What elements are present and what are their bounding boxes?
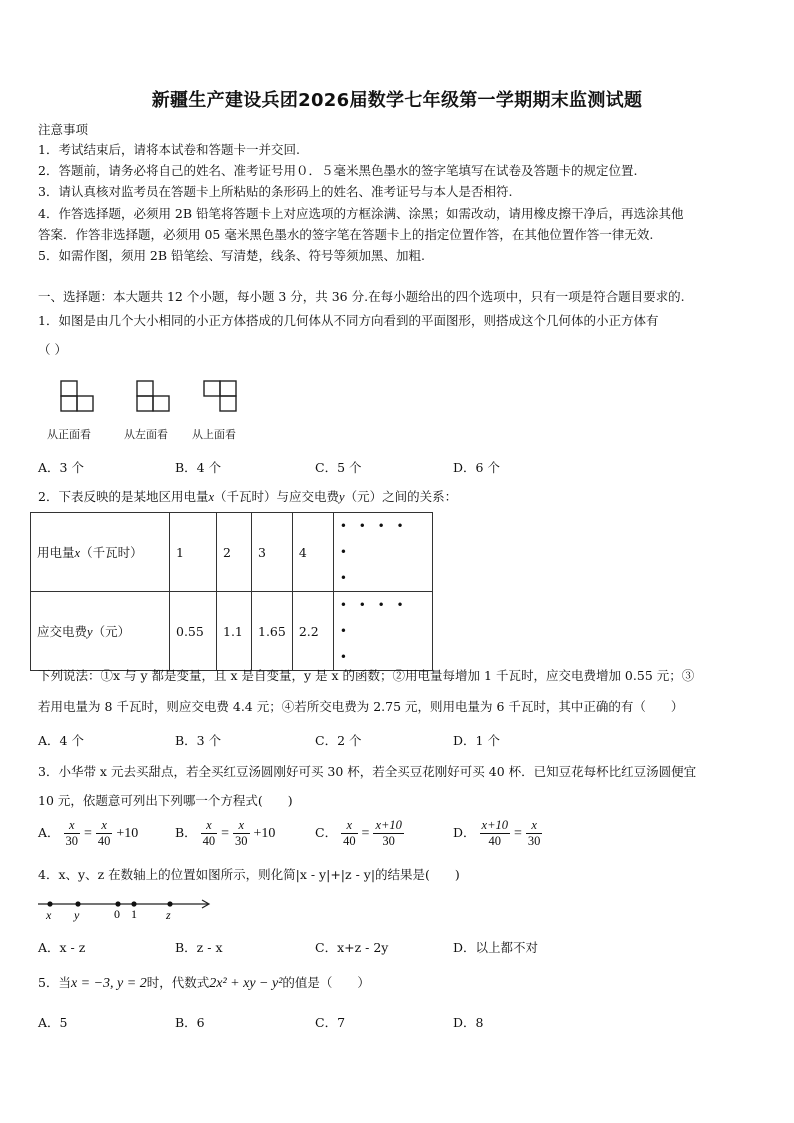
number-line-figure (36, 896, 216, 922)
denominator: 40 (202, 834, 216, 848)
table-cell: 1.65 (252, 592, 293, 671)
tail-term: +10 (116, 826, 139, 841)
axis-label-one: 1 (131, 907, 137, 921)
q5-mid: 时，代数式 (146, 975, 210, 990)
q2-stem-x: x (208, 490, 215, 504)
table-cell: 2 (217, 513, 252, 592)
q1-option-b[interactable]: B．4 个 (175, 460, 222, 475)
table-cell: 1 (170, 513, 217, 592)
q3-stem-1: 3．小华带 x 元去买甜点，若全买红豆汤圆刚好可买 30 杯，若全买豆花刚好可买 40 杯．已知豆花每杯比红豆汤圆便宜 (38, 764, 697, 779)
row-header-fee (31, 592, 170, 671)
denominator: 30 (382, 834, 395, 848)
row-header-usage (31, 513, 170, 592)
q5-pre: 5．当 (38, 975, 71, 990)
denominator: 40 (97, 834, 111, 848)
fraction (233, 818, 250, 849)
q5-post: 的值是（ ） (282, 975, 370, 990)
q2-statements-2: 若用电量为 8 千瓦时，则应交电费 4.4 元；④若所交电费为 2.75 元，则用电量为 6 千瓦时，其中正确的有（ ） (38, 699, 684, 714)
denominator: 40 (488, 834, 501, 848)
left-view-figure (136, 380, 170, 412)
q5-option-b[interactable]: B．6 (175, 1015, 205, 1030)
table-row (31, 592, 433, 671)
q2-stem-y: y (339, 490, 345, 504)
tail-term: +10 (253, 826, 276, 841)
numerator: x (341, 818, 358, 834)
q1-option-d[interactable]: D．6 个 (453, 460, 500, 475)
option-letter: D． (453, 825, 476, 840)
q5-expression: 2x² + xy − y² (209, 976, 283, 991)
table-cell: 3 (252, 513, 293, 592)
fee-var: y (87, 625, 93, 639)
table-cell: 4 (292, 513, 333, 592)
ellipsis-dots: • • • • • (339, 598, 408, 638)
note-item-5: 5．如需作图，须用 2B 铅笔绘、写清楚，线条、符号等须加黑、加粗. (38, 248, 426, 263)
exam-title: 新疆生产建设兵团2026届数学七年级第一学期期末监测试题 (151, 90, 643, 111)
denominator: 30 (65, 834, 79, 848)
numerator: x+10 (375, 818, 402, 832)
front-view-figure (60, 380, 94, 412)
ellipsis-dots: • • • • • (339, 519, 408, 559)
q1-option-a[interactable]: A．3 个 (38, 460, 84, 475)
table-cell: 2.2 (292, 592, 333, 671)
fraction (96, 818, 113, 849)
q4-option-c[interactable]: C．x+z - 2y (315, 940, 389, 955)
table-cell: 0.55 (170, 592, 217, 671)
denominator: 40 (343, 834, 356, 848)
left-view-label: 从左面看 (124, 428, 168, 441)
q5-option-a[interactable]: A．5 (38, 1015, 68, 1030)
fraction (201, 818, 218, 849)
ellipsis-dot: • (339, 571, 351, 585)
numerator: x (96, 818, 113, 834)
q1-stem: 1．如图是由几个大小相同的小正方体搭成的几何体从不同方向看到的平面图形，则搭成这个几何体的小正方体有 (38, 313, 659, 328)
q3-option-b[interactable] (175, 818, 275, 849)
q2-statements-1: 下列说法：①x 与 y 都是变量，且 x 是自变量，y 是 x 的函数；②用电量每增加 1 千瓦时，应交电费增加 0.55 元；③ (38, 668, 695, 683)
q4-stem: 4．x、y、z 在数轴上的位置如图所示，则化简|x - y|+|z - y|的结果是( ) (38, 867, 460, 882)
numerator: x (233, 818, 250, 834)
section-heading: 一、选择题：本大题共 12 个小题，每小题 3 分，共 36 分.在每小题给出的四个选项中，只有一项是符合题目要求的. (38, 289, 685, 304)
equals-sign: = (513, 826, 522, 841)
fraction (373, 818, 403, 849)
table-row (31, 513, 433, 592)
q2-option-b[interactable]: B．3 个 (175, 733, 222, 748)
fraction (341, 818, 358, 849)
denominator: 30 (527, 834, 541, 848)
q4-option-a[interactable]: A．x - z (38, 940, 86, 955)
axis-label-x: x (46, 908, 52, 922)
numerator: x (64, 818, 81, 834)
note-item-2: 2．答题前，请务必将自己的姓名、准考证号用０．５毫米黑色墨水的签字笔填写在试卷及答题卡的规定位置. (38, 163, 638, 178)
q2-option-d[interactable]: D．1 个 (453, 733, 500, 748)
usage-var: x (74, 546, 81, 560)
q2-data-table (30, 512, 433, 671)
table-cell: 1.1 (217, 592, 252, 671)
note-item-4-cont: 答案．作答非选择题，必须用 05 毫米黑色墨水的签字笔在答题卡上的指定位置作答，在其他位置作答一律无效. (38, 227, 654, 242)
q1-paren: （ ） (38, 342, 67, 357)
option-letter: C． (315, 825, 338, 840)
option-letter: A． (38, 825, 60, 840)
numerator: x+10 (481, 818, 508, 832)
note-item-3: 3．请认真核对监考员在答题卡上所粘贴的条形码上的姓名、准考证号与本人是否相符. (38, 184, 513, 199)
q3-stem-2: 10 元，依题意可列出下列哪一个方程式( ) (38, 793, 293, 808)
q2-stem-part-a: 2．下表反映的是某地区用电量 (38, 489, 209, 504)
axis-label-y: y (74, 908, 80, 922)
q2-stem (38, 489, 457, 505)
q4-option-d[interactable]: D．以上都不对 (453, 940, 539, 955)
fraction (480, 818, 510, 849)
numerator: x (526, 818, 543, 834)
q5-condition: x = −3, y = 2 (70, 976, 147, 991)
q3-option-a[interactable] (38, 818, 138, 849)
front-view-label: 从正面看 (47, 428, 91, 441)
note-item-4: 4．作答选择题，必须用 2B 铅笔将答题卡上对应选项的方框涂满、涂黑；如需改动，请用橡皮擦干净后，再选涂其他 (38, 206, 684, 221)
equals-sign: = (84, 826, 92, 841)
q4-option-b[interactable]: B．z - x (175, 940, 223, 955)
q3-option-d[interactable] (453, 818, 542, 849)
q1-option-c[interactable]: C．5 个 (315, 460, 362, 475)
usage-label: 用电量 (37, 545, 75, 560)
equals-sign: = (221, 826, 230, 841)
top-view-figure (203, 380, 237, 412)
notes-heading: 注意事项 (38, 122, 89, 137)
q5-option-d[interactable]: D．8 (453, 1015, 484, 1030)
top-view-label: 从上面看 (192, 428, 236, 441)
q2-option-c[interactable]: C．2 个 (315, 733, 362, 748)
note-item-1: 1．考试结束后，请将本试卷和答题卡一并交回. (38, 142, 300, 157)
q3-option-c[interactable] (315, 818, 404, 849)
ellipsis-dot: • (339, 650, 351, 664)
fraction (526, 818, 543, 849)
table-cell-ellipsis (333, 592, 432, 671)
usage-unit: （千瓦时） (80, 545, 143, 560)
q2-stem-part-c: （元）之间的关系： (344, 489, 458, 504)
fee-unit: （元） (92, 624, 131, 639)
q5-stem (38, 975, 370, 992)
denominator: 30 (235, 834, 248, 848)
q2-option-a[interactable]: A．4 个 (38, 733, 84, 748)
option-letter: B． (175, 825, 197, 840)
table-cell-ellipsis (333, 513, 432, 592)
q2-stem-part-b: （千瓦时）与应交电费 (214, 489, 340, 504)
q5-option-c[interactable]: C．7 (315, 1015, 346, 1030)
fee-label: 应交电费 (37, 624, 88, 639)
axis-label-zero: 0 (114, 907, 120, 921)
fraction (64, 818, 81, 849)
axis-label-z: z (166, 908, 171, 922)
equals-sign: = (361, 826, 370, 841)
numerator: x (201, 818, 218, 834)
